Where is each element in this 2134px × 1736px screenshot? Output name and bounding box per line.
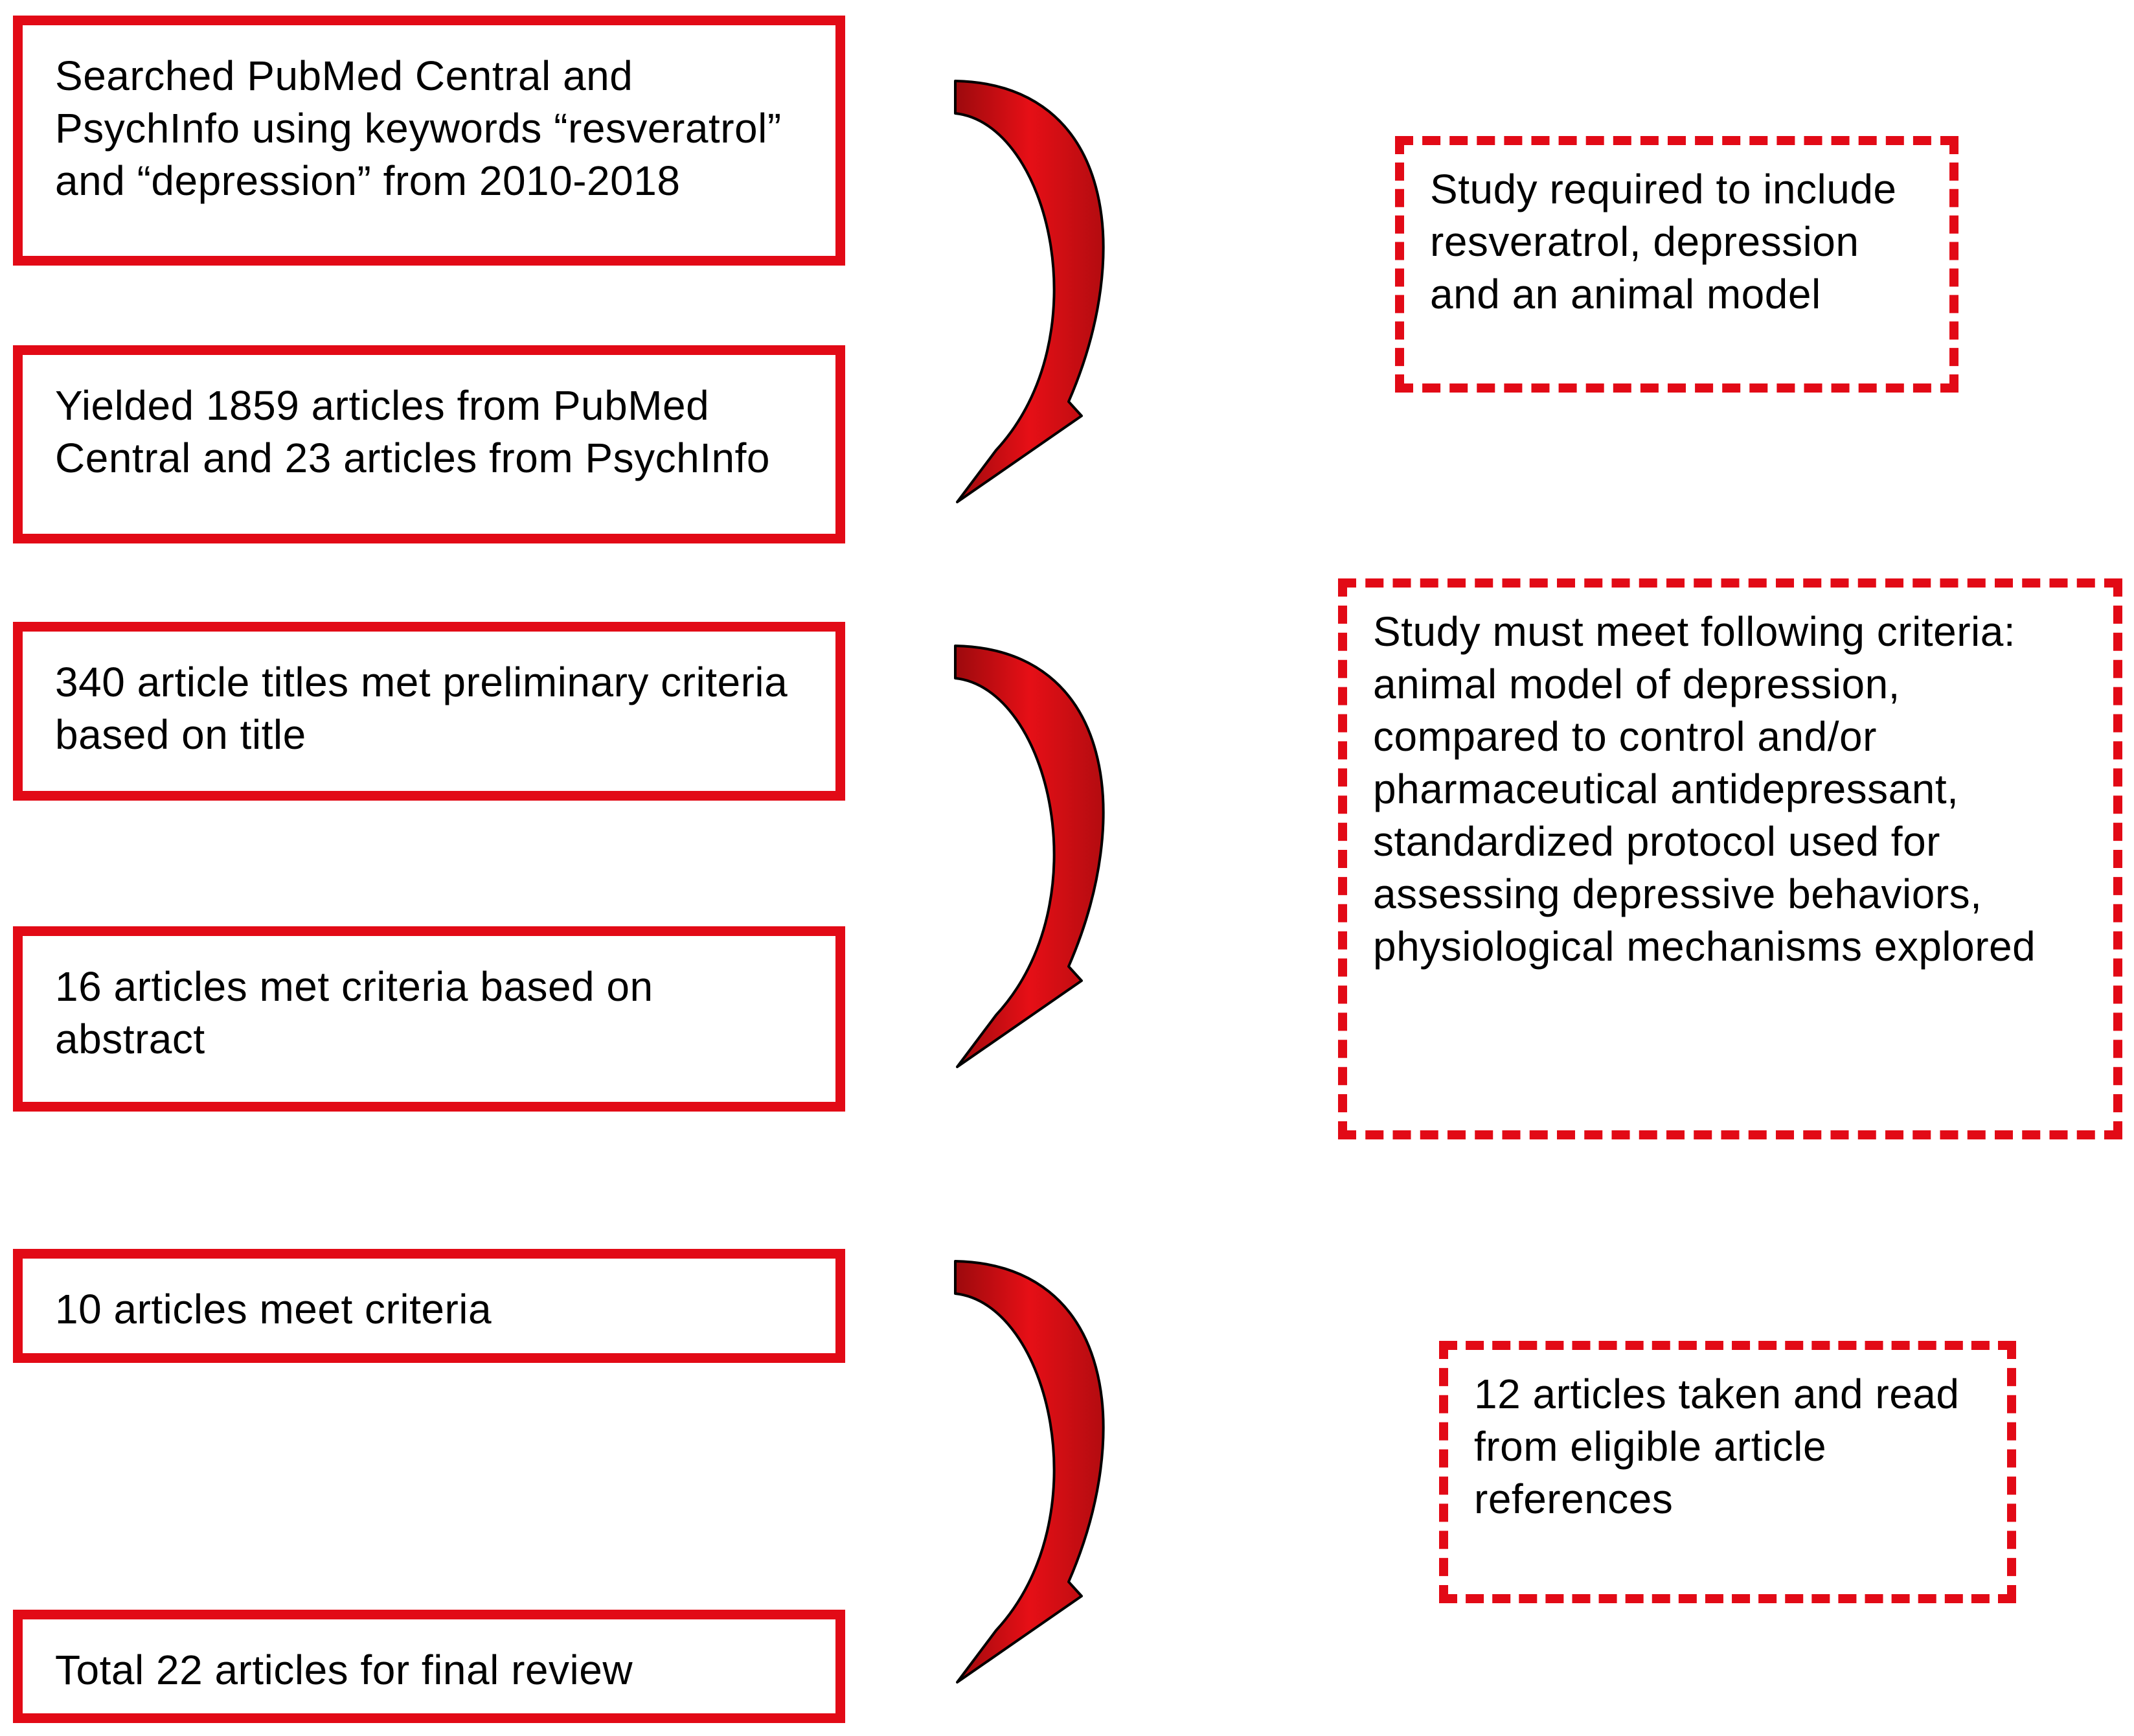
- curved-arrow-icon-3: [955, 1261, 1104, 1682]
- step-box-abstract-screen: 16 articles met criteria based on abstract: [13, 926, 845, 1112]
- criteria-box-inclusion: Study required to include resveratrol, depression and an animal model: [1395, 136, 1958, 393]
- step-box-title-screen: 340 article titles met preliminary criteria based on title: [13, 622, 845, 801]
- curved-arrow-icon-2: [955, 646, 1104, 1067]
- curved-arrow-icon-1: [955, 81, 1104, 502]
- criteria-box-full-criteria: Study must meet following criteria: animal model of depression, compared to control and/or pharmaceutical antidepressant, standardized protocol used for assessing depressive behaviors, physiological mechanisms explored: [1338, 578, 2122, 1139]
- step-box-yielded: Yielded 1859 articles from PubMed Central and 23 articles from PsychInfo: [13, 345, 845, 543]
- criteria-box-references: 12 articles taken and read from eligible article references: [1439, 1341, 2016, 1603]
- step-box-meet-criteria: 10 articles meet criteria: [13, 1249, 845, 1363]
- step-box-final-review: Total 22 articles for final review: [13, 1610, 845, 1723]
- step-box-search: Searched PubMed Central and PsychInfo using keywords “resveratrol” and “depression” from 2010-2018: [13, 16, 845, 266]
